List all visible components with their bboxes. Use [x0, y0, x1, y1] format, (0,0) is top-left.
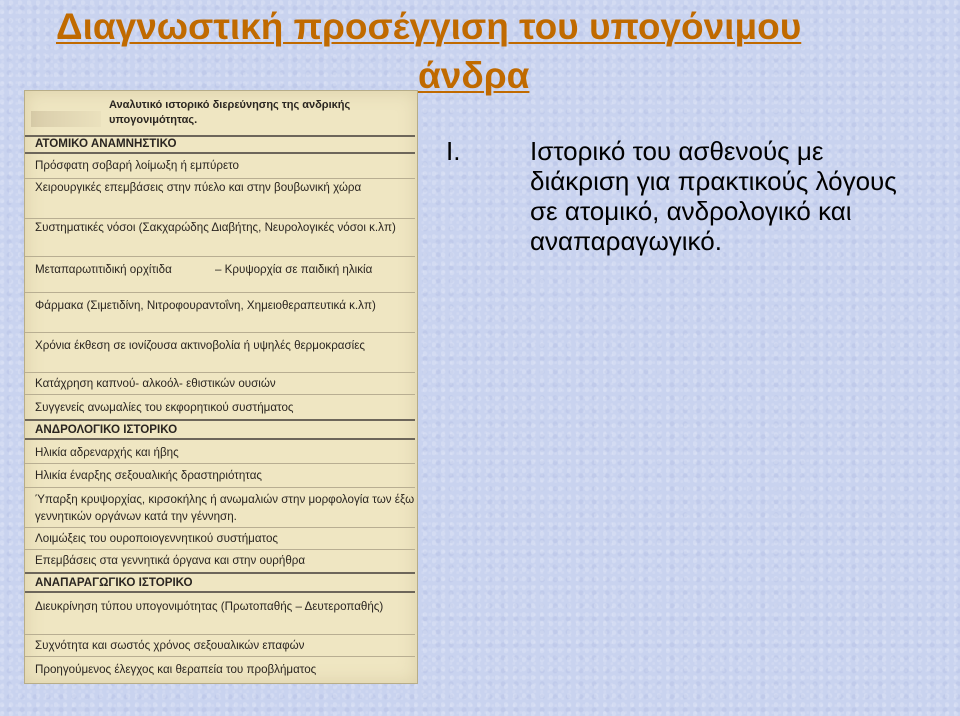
section-header-personal: ΑΤΟΜΙΚΟ ΑΝΑΜΝΗΣΤΙΚΟ — [25, 135, 415, 154]
bullet-text: Ιστορικό του ασθενούς με διάκριση για πρακτικούς λόγους σε ατομικό, ανδρολογικό και αναπαραγωγικό. — [530, 136, 897, 256]
document-row: Μεταπαρωτιτιδική ορχίτιδα – Κρυψορχία σε παιδική ηλικία — [25, 257, 415, 293]
section-header-andrological: ΑΝΔΡΟΛΟΓΙΚΟ ΙΣΤΟΡΙΚΟ — [25, 419, 415, 440]
document-heading: Αναλυτικό ιστορικό διερεύνησης της ανδρικής υπογονιμότητας. — [109, 99, 351, 126]
document-row: Ηλικία αδρεναρχής και ήβης — [25, 442, 415, 464]
document-row: Συγγενείς ανωμαλίες του εκφορητικού συστήματος — [35, 401, 294, 414]
document-row: Πρόσφατη σοβαρή λοίμωξη ή εμπύρετο — [25, 157, 415, 179]
slide-title — [50, 2, 930, 100]
document-row: Ηλικία έναρξης σεξουαλικής δραστηριότητας — [25, 464, 415, 488]
document-faded-text — [31, 111, 101, 127]
document-row: Συχνότητα και σωστός χρόνος σεξουαλικών επαφών — [25, 635, 415, 657]
document-row: Διευκρίνηση τύπου υπογονιμότητας (Πρωτοπαθής – Δευτεροπαθής) — [25, 595, 415, 635]
document-heading-area — [25, 91, 415, 137]
document-row: Συστηματικές νόσοι (Σακχαρώδης Διαβήτης, Νευρολογικές νόσοι κ.λπ) — [25, 219, 415, 257]
document-row: Κατάχρηση καπνού- αλκοόλ- εθιστικών ουσιών — [25, 373, 415, 395]
document-row: Λοιμώξεις του ουροποιογεννητικού συστήματος — [25, 528, 415, 550]
slide-title-line2: άνδρα — [418, 55, 530, 96]
document-row: Προηγούμενος έλεγχος και θεραπεία του προβλήματος — [35, 663, 317, 676]
document-row: Φάρμακα (Σιμετιδίνη, Νιτροφουραντοΐνη, Χημειοθεραπευτικά κ.λπ) — [25, 293, 415, 333]
slide-title-line1: Διαγνωστική προσέγγιση του υπογόνιμου — [56, 6, 802, 47]
document-row: Επεμβάσεις στα γεννητικά όργανα και στην ουρήθρα — [35, 554, 306, 567]
section-header-reproductive: ΑΝΑΠΑΡΑΓΩΓΙΚΟ ΙΣΤΟΡΙΚΟ — [25, 572, 415, 593]
document-row: Χειρουργικές επεμβάσεις στην πύελο και στην βουβωνική χώρα — [25, 179, 415, 219]
document-row: Ύπαρξη κρυψορχίας, κιρσοκήλης ή ανωμαλιών στην μορφολογία των έξω γεννητικών οργάνων κατά την γέννηση. — [25, 488, 415, 528]
history-document-image — [24, 90, 418, 684]
bullet-number: I. — [446, 136, 461, 166]
document-row: Χρόνια έκθεση σε ιονίζουσα ακτινοβολία ή υψηλές θερμοκρασίες — [25, 333, 415, 373]
document-side-note: – Κρυψορχία σε παιδική ηλικία — [215, 263, 373, 276]
